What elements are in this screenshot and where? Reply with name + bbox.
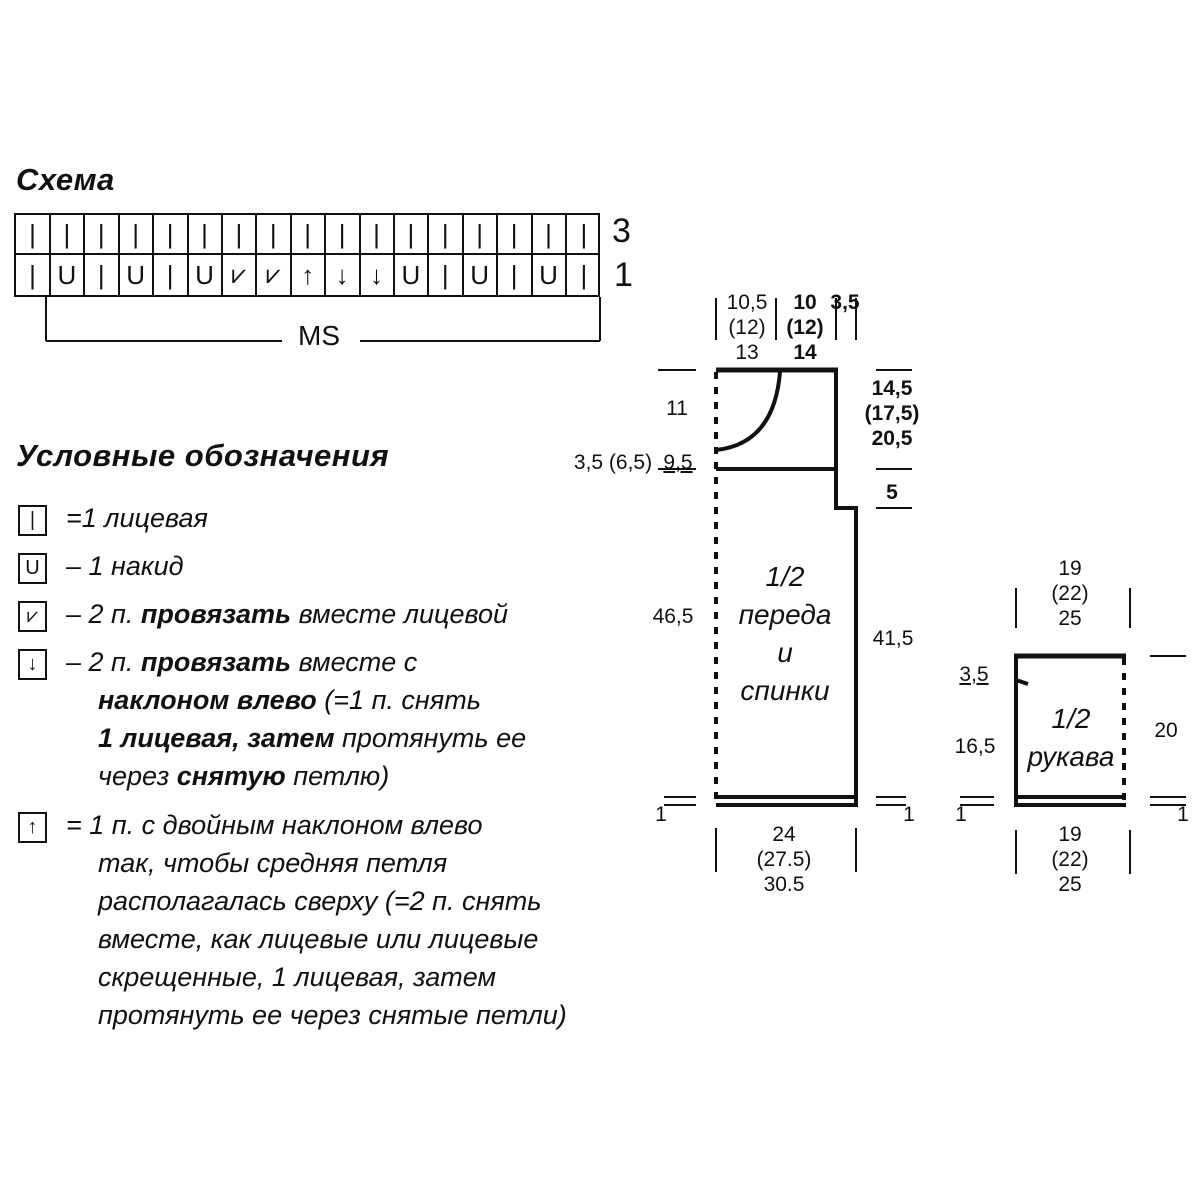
- chart-cell: U: [119, 255, 154, 295]
- legend-text-line: скрещенные, 1 лицевая, затем: [98, 962, 497, 992]
- chart-cell: |: [16, 255, 51, 295]
- knit-stitch-icon: |: [18, 505, 47, 536]
- body-side-height: 41,5: [872, 627, 914, 650]
- chart-cell: |: [50, 215, 85, 253]
- sleeve-bottom-dim: 19 (22) 25: [1051, 823, 1089, 896]
- body-top-right-dim: 3,5: [830, 291, 860, 314]
- chart-cell: |: [16, 215, 51, 253]
- chart-cell: |: [85, 255, 120, 295]
- legend-text-line: наклоном влево (=1 п. снять: [98, 685, 481, 715]
- chart-cell: ⩗: [257, 255, 292, 295]
- body-bottom-dim: 24 (27.5) 30.5: [756, 823, 812, 896]
- sleeve-right-dim: 20: [1154, 719, 1178, 742]
- legend-text-line: – 2 п. провязать вместе лицевой: [66, 599, 509, 629]
- chart-cell: ↑: [291, 255, 326, 295]
- chart-cell: |: [532, 215, 567, 253]
- chart-cell: |: [580, 259, 588, 290]
- body-rib-right: 1: [903, 803, 915, 826]
- body-top-mid-dim: 10 (12) 14: [786, 291, 824, 364]
- legend-text-line: вместе, как лицевые или лицевые: [98, 924, 539, 954]
- chart-cell: |: [85, 215, 120, 253]
- yarn-over-icon: U: [18, 553, 47, 584]
- legend-text-line: – 2 п. провязать вместе с: [66, 647, 418, 677]
- legend-text-line: 1 лицевая, затем протянуть ее: [98, 723, 527, 753]
- body-underarm-dim: 5: [886, 481, 898, 504]
- ssk-icon: ↓: [18, 649, 47, 680]
- chart-cell: U: [532, 255, 567, 295]
- chart-cell: |: [291, 215, 326, 253]
- chart-cell: |: [360, 215, 395, 253]
- row-number-3: 3: [612, 212, 631, 250]
- sleeve-piece-label: 1/2 рукава: [1027, 703, 1115, 772]
- body-shoulder-drop-label: 3,5 (6,5): [573, 451, 653, 474]
- body-total-height: 46,5: [652, 605, 694, 628]
- chart-cell: |: [580, 218, 588, 249]
- chart-cell: U: [50, 255, 85, 295]
- sleeve-rib-left: 1: [955, 803, 967, 826]
- chart-cell: U: [463, 255, 498, 295]
- body-rib-left: 1: [655, 803, 667, 826]
- row-number-1: 1: [614, 256, 633, 294]
- chart-cell: |: [463, 215, 498, 253]
- scheme-title: Схема: [16, 162, 115, 197]
- legend-text-line: =1 лицевая: [66, 503, 208, 533]
- chart-cell: |: [154, 215, 189, 253]
- chart-cell: |: [188, 215, 223, 253]
- sleeve-height-dim: 16,5: [954, 735, 996, 758]
- repeat-label: MS: [298, 320, 340, 351]
- chart-cell: |: [222, 215, 257, 253]
- chart-cell: |: [498, 215, 533, 253]
- legend-title: Условные обозначения: [16, 438, 390, 473]
- legend-text-line: так, чтобы средняя петля: [98, 848, 448, 878]
- chart-cell: U: [394, 255, 429, 295]
- double-decrease-icon: ↑: [18, 812, 47, 843]
- k2tog-icon: ⩗: [18, 601, 47, 632]
- legend-text-line: протянуть ее через снятые петли): [98, 1000, 567, 1030]
- chart-cell: |: [326, 215, 361, 253]
- legend-text-line: = 1 п. с двойным наклоном влево: [66, 810, 483, 840]
- body-shoulder-drop-value: 9,5: [663, 451, 693, 474]
- chart-cell: |: [429, 255, 464, 295]
- legend-text-line: располагалась сверху (=2 п. снять: [98, 886, 542, 916]
- chart-cell: ↓: [360, 255, 395, 295]
- chart-cell: |: [498, 255, 533, 295]
- chart-cell: |: [257, 215, 292, 253]
- legend-text-line: – 1 накид: [66, 551, 184, 581]
- body-neck-depth: 11: [666, 397, 688, 420]
- sleeve-rib-right: 1: [1177, 803, 1189, 826]
- chart-cell: |: [119, 215, 154, 253]
- chart-cell: |: [394, 215, 429, 253]
- chart-cell: U: [188, 255, 223, 295]
- chart-cell: |: [154, 255, 189, 295]
- chart-cell: |: [429, 215, 464, 253]
- body-armhole-dim: 14,5 (17,5) 20,5: [864, 377, 920, 450]
- chart-cell: ↓: [326, 255, 361, 295]
- sleeve-cap-dim: 3,5: [959, 663, 989, 686]
- chart-cell: ⩗: [222, 255, 257, 295]
- legend-text-line: через снятую петлю): [98, 761, 390, 791]
- body-top-left-dim: 10,5 (12) 13: [726, 291, 768, 364]
- body-piece-label: 1/2 переда и спинки: [738, 561, 832, 706]
- sleeve-top-dim: 19 (22) 25: [1051, 557, 1089, 630]
